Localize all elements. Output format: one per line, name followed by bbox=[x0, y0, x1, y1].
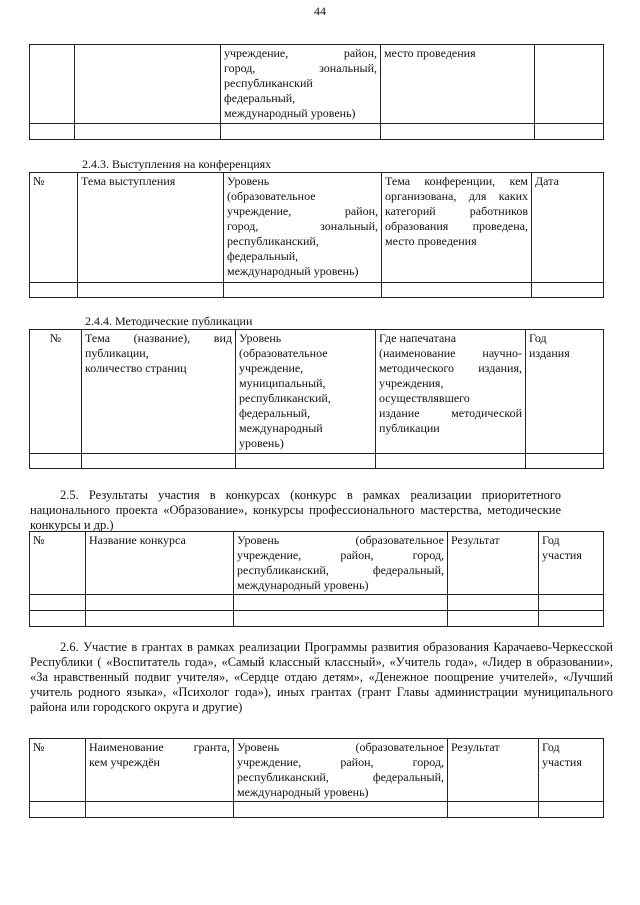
cell-line: международный уровень) bbox=[227, 264, 359, 278]
header-topic: Тема выступления bbox=[78, 173, 224, 283]
cell-line: международный уровень) bbox=[237, 578, 369, 592]
header-num: № bbox=[30, 173, 78, 283]
cell-line: Год bbox=[529, 331, 547, 345]
header-date: Дата bbox=[532, 173, 604, 283]
cell-line: методического издания, bbox=[379, 361, 522, 375]
empty-cell bbox=[30, 595, 86, 611]
cell-line: республиканский, федеральный, bbox=[237, 563, 444, 577]
empty-cell bbox=[221, 124, 381, 140]
empty-cell bbox=[532, 283, 604, 298]
empty-cell bbox=[86, 802, 234, 818]
empty-cell bbox=[539, 802, 604, 818]
cell-line: Уровень (образовательное bbox=[237, 533, 444, 547]
cell-line: Наименование гранта, bbox=[89, 740, 230, 754]
empty-cell bbox=[539, 611, 604, 627]
level-cell bbox=[221, 45, 381, 124]
header-level bbox=[234, 739, 448, 802]
section-caption: 2.4.3. Выступления на конференциях bbox=[82, 157, 272, 171]
cell-line: (образовательное bbox=[227, 189, 316, 203]
cell-line: учреждения, bbox=[379, 376, 444, 390]
publications-table bbox=[29, 329, 604, 469]
cell-line: республиканский, bbox=[227, 234, 319, 248]
cell-line: (образовательное bbox=[239, 346, 328, 360]
empty-cell bbox=[75, 124, 221, 140]
empty-cell bbox=[234, 611, 448, 627]
cell-line: осуществлявшего bbox=[379, 391, 470, 405]
header-num: № bbox=[30, 739, 86, 802]
empty-cell bbox=[30, 124, 75, 140]
page-number: 44 bbox=[314, 4, 326, 18]
cell-line: Уровень bbox=[227, 174, 270, 188]
cell-line: федеральный, bbox=[224, 91, 296, 105]
empty-cell bbox=[30, 283, 78, 298]
cell-line: Тема (название), вид bbox=[85, 331, 232, 345]
empty-cell bbox=[448, 611, 539, 627]
cell-line: республиканский, федеральный, bbox=[237, 770, 444, 784]
cell-line: учреждение, район, город, bbox=[237, 755, 444, 769]
cell-line: муниципальный, bbox=[239, 376, 326, 390]
empty-cell bbox=[381, 124, 535, 140]
cell-line: учреждение, bbox=[239, 361, 304, 375]
cell-line: республиканский bbox=[224, 76, 313, 90]
cell-line: учреждение, район, bbox=[227, 204, 378, 218]
header-topic bbox=[82, 330, 236, 454]
header-name bbox=[86, 739, 234, 802]
empty-cell bbox=[234, 802, 448, 818]
header-year bbox=[526, 330, 604, 454]
header-result: Результат bbox=[448, 532, 539, 595]
header-level bbox=[224, 173, 382, 283]
cell-line: международный уровень) bbox=[224, 106, 356, 120]
cell bbox=[75, 45, 221, 124]
cell-line: публикации, bbox=[85, 346, 149, 360]
cell-line: участия bbox=[542, 548, 582, 562]
grants-table bbox=[29, 738, 604, 818]
cell bbox=[535, 45, 604, 124]
empty-cell bbox=[86, 595, 234, 611]
cell-line: кем учреждён bbox=[89, 755, 160, 769]
place-cell: место проведения bbox=[381, 45, 535, 124]
empty-cell bbox=[78, 283, 224, 298]
top-table bbox=[29, 44, 604, 140]
empty-cell bbox=[526, 454, 604, 469]
empty-cell bbox=[448, 802, 539, 818]
section-paragraph: 2.5. Результаты участия в конкурсах (конкурс в рамках реализации приоритетного национального проекта «Образование», конкурсы профессионального мастерства, методические конкурсы и др.) bbox=[30, 488, 561, 532]
cell-line: Где напечатана bbox=[379, 331, 457, 345]
cell-line: учреждение, район, bbox=[224, 46, 377, 60]
cell bbox=[30, 45, 75, 124]
section-paragraph: 2.6. Участие в грантах в рамках реализации Программы развития образования Карачаево-Черкесской Республики ( «Воспитатель года», «Самый классный классный», «Учитель года», «Лидер в образовании», «За нравственный подвиг учителя», «Сердце отдаю детям», «Денежное поощрение учителей», «Лучший учитель родного языка», «Психолог года»), иных грантах (грант Главы администрации муниципального района или городского округа и другие) bbox=[30, 640, 613, 714]
cell-line: учреждение, район, город, bbox=[237, 548, 444, 562]
header-num: № bbox=[30, 330, 82, 454]
section-caption: 2.4.4. Методические публикации bbox=[85, 314, 253, 328]
cell-line: Уровень (образовательное bbox=[237, 740, 444, 754]
empty-cell bbox=[30, 802, 86, 818]
empty-cell bbox=[86, 611, 234, 627]
cell-line: Тема конференции, кем bbox=[385, 174, 528, 188]
cell-line: организована, для каких bbox=[385, 189, 528, 203]
header-result: Результат bbox=[448, 739, 539, 802]
cell-line: публикации bbox=[379, 421, 440, 435]
header-num: № bbox=[30, 532, 86, 595]
cell-line: издание методической bbox=[379, 406, 522, 420]
empty-cell bbox=[82, 454, 236, 469]
cell-line: Год bbox=[542, 533, 560, 547]
cell-line: Уровень bbox=[239, 331, 282, 345]
cell-line: (наименование научно- bbox=[379, 346, 522, 360]
empty-cell bbox=[30, 611, 86, 627]
conference-table bbox=[29, 172, 604, 298]
cell-line: международный уровень) bbox=[237, 785, 369, 799]
header-level bbox=[234, 532, 448, 595]
cell-line: федеральный, bbox=[227, 249, 299, 263]
header-level bbox=[236, 330, 376, 454]
cell-line: количество страниц bbox=[85, 361, 187, 375]
cell-line: категорий работников bbox=[385, 204, 528, 218]
empty-cell bbox=[448, 595, 539, 611]
cell-line: федеральный, bbox=[239, 406, 311, 420]
cell-line: город, зональный, bbox=[224, 61, 377, 75]
empty-cell bbox=[236, 454, 376, 469]
cell-line: уровень) bbox=[239, 436, 284, 450]
cell-line: участия bbox=[542, 755, 582, 769]
header-conference bbox=[382, 173, 532, 283]
empty-cell bbox=[234, 595, 448, 611]
cell-line: международный bbox=[239, 421, 323, 435]
empty-cell bbox=[382, 283, 532, 298]
cell-line: место проведения bbox=[385, 234, 477, 248]
cell-line: образования проведена, bbox=[385, 219, 528, 233]
empty-cell bbox=[535, 124, 604, 140]
header-name: Название конкурса bbox=[86, 532, 234, 595]
cell-line: республиканский, bbox=[239, 391, 331, 405]
header-year bbox=[539, 739, 604, 802]
empty-cell bbox=[539, 595, 604, 611]
empty-cell bbox=[224, 283, 382, 298]
contests-table bbox=[29, 531, 604, 627]
header-year bbox=[539, 532, 604, 595]
cell-line: город, зональный, bbox=[227, 219, 378, 233]
cell-line: издания bbox=[529, 346, 570, 360]
header-where bbox=[376, 330, 526, 454]
empty-cell bbox=[376, 454, 526, 469]
empty-cell bbox=[30, 454, 82, 469]
cell-line: Год bbox=[542, 740, 560, 754]
